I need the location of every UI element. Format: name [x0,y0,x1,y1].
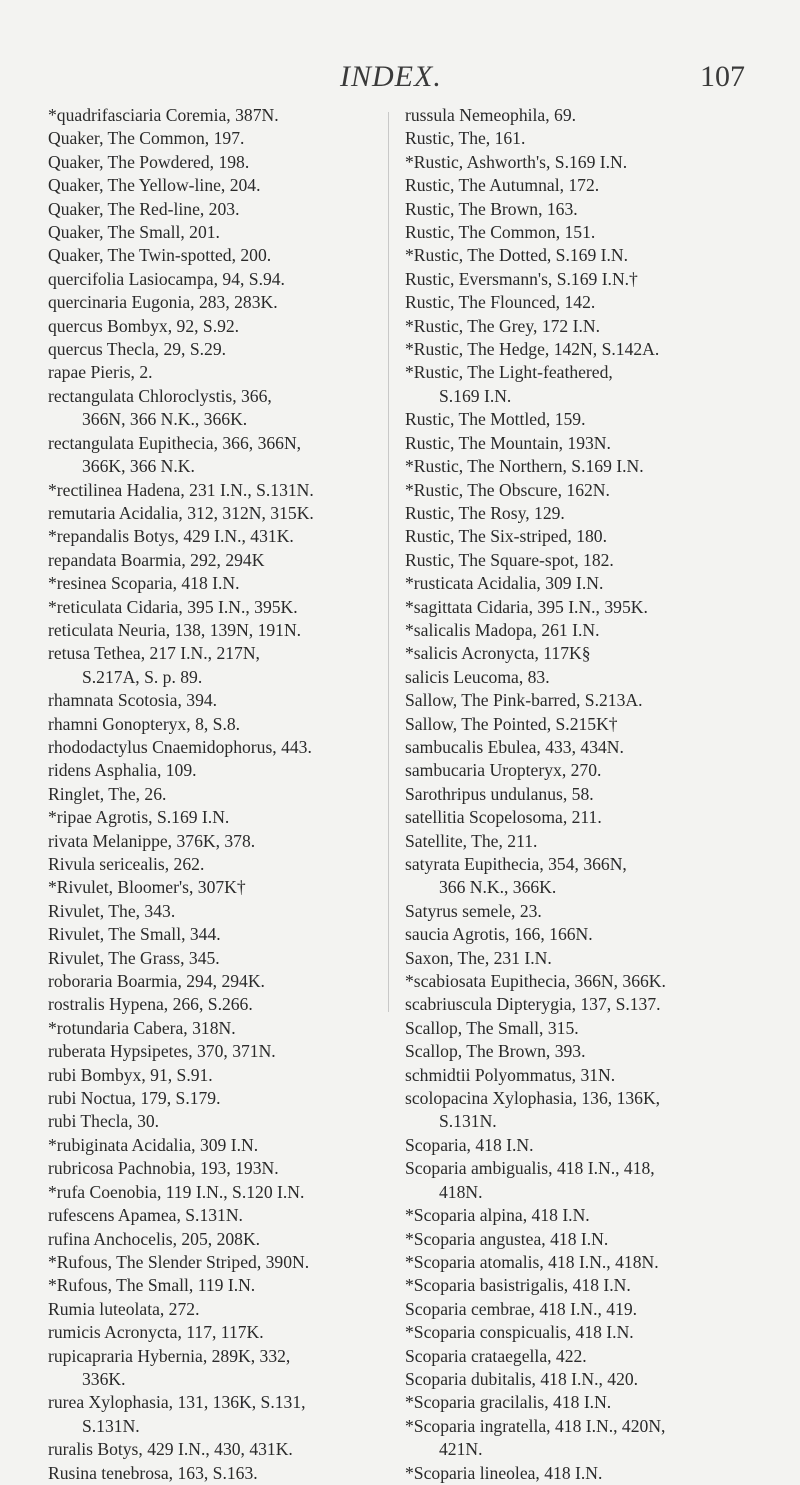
index-entry-continuation: 366N, 366 N.K., 366K. [82,409,248,430]
index-entry: *Rustic, The Dotted, S.169 I.N. [405,245,629,266]
index-entry: *salicalis Madopa, 261 I.N. [405,619,600,640]
index-entry-continuation: S.169 I.N. [439,385,512,406]
index-entry: rhamnata Scotosia, 394. [48,690,218,711]
index-entry: Rustic, The, 161. [405,128,526,149]
column-divider [388,112,389,1012]
index-entry: Satyrus semele, 23. [405,900,542,921]
index-entry: sambucaria Uropteryx, 270. [405,760,602,781]
index-entry: Sarothripus undulanus, 58. [405,783,594,804]
index-entry-continuation: 418N. [439,1181,483,1202]
index-entry: Quaker, The Yellow-line, 204. [48,175,261,196]
index-entry: satyrata Eupithecia, 354, 366N, [405,854,627,874]
index-entry: Rusina tenebrosa, 163, S.163. [48,1462,258,1483]
index-entry: Rivulet, The Grass, 345. [48,947,220,968]
index-entry: *Rustic, The Northern, S.169 I.N. [405,456,644,477]
index-entry: *Rustic, The Grey, 172 I.N. [405,315,600,336]
index-entry: rectangulata Eupithecia, 366, 366N, [48,432,302,453]
page-title: INDEX. [340,60,442,93]
index-entry: quercus Thecla, 29, S.29. [48,339,227,360]
index-entry: rapae Pieris, 2. [48,362,153,383]
index-entry: retusa Tethea, 217 I.N., 217N, [48,643,260,664]
index-entry: Rivulet, The Small, 344. [48,924,221,945]
index-entry: schmidtii Polyommatus, 31N. [405,1064,616,1085]
index-entry: Rustic, The Mottled, 159. [405,409,586,430]
page-number: 107 [700,60,745,93]
index-entry: quercifolia Lasiocampa, 94, S.94. [48,268,285,289]
index-entry: *Rufous, The Small, 119 I.N. [48,1275,256,1296]
index-entry: Quaker, The Small, 201. [48,222,220,243]
index-entry: *Rustic, The Hedge, 142N, S.142A. [405,339,660,360]
index-entry: *rotundaria Cabera, 318N. [48,1017,236,1038]
index-entry: russula Nemeophila, 69. [405,105,577,125]
index-entry: quercinaria Eugonia, 283, 283K. [48,292,278,313]
index-entry-continuation: 366K, 366 N.K. [82,456,195,477]
index-entry: Quaker, The Common, 197. [48,128,245,149]
index-entry: rufescens Apamea, S.131N. [48,1205,243,1226]
index-entry: saucia Agrotis, 166, 166N. [405,924,593,945]
index-entry: Rustic, The Brown, 163. [405,198,578,219]
index-entry: ruralis Botys, 429 I.N., 430, 431K. [48,1439,293,1460]
index-entry: rubi Noctua, 179, S.179. [48,1088,221,1109]
index-entry: Quaker, The Powdered, 198. [48,151,250,172]
index-entry: Quaker, The Red-line, 203. [48,198,240,219]
index-entry: Scoparia cembrae, 418 I.N., 419. [405,1298,638,1319]
index-entry-continuation: S.217A, S. p. 89. [82,666,203,687]
index-entry-continuation: S.131N. [439,1111,497,1132]
index-entry: *Scoparia gracilalis, 418 I.N. [405,1392,612,1413]
index-entry-continuation: 366 N.K., 366K. [439,877,557,898]
index-entry: rurea Xylophasia, 131, 136K, S.131, [48,1392,306,1413]
index-entry: rubi Bombyx, 91, S.91. [48,1064,213,1085]
index-entry: *sagittata Cidaria, 395 I.N., 395K. [405,596,648,617]
index-entry: Ringlet, The, 26. [48,783,167,804]
index-entry: *Rustic, Ashworth's, S.169 I.N. [405,151,628,172]
index-entry-continuation: S.131N. [82,1415,140,1436]
index-entry: *reticulata Cidaria, 395 I.N., 395K. [48,596,298,617]
index-entry: Sallow, The Pink-barred, S.213A. [405,690,643,711]
index-entry: Scallop, The Small, 315. [405,1017,579,1038]
index-entry: rumicis Acronycta, 117, 117K. [48,1322,264,1343]
index-entry: rhamni Gonopteryx, 8, S.8. [48,713,241,734]
index-entry: *Scoparia lineolea, 418 I.N. [405,1462,603,1483]
index-entry: *Scoparia conspicualis, 418 I.N. [405,1322,634,1343]
index-entry: Sallow, The Pointed, S.215K† [405,713,618,734]
index-entry: *Scoparia ingratella, 418 I.N., 420N, [405,1415,666,1436]
index-entry: *Rivulet, Bloomer's, 307K† [48,877,246,898]
index-entry: Scoparia ambigualis, 418 I.N., 418, [405,1158,655,1179]
index-entry: repandata Boarmia, 292, 294K [48,549,265,570]
index-entry: rhododactylus Cnaemidophorus, 443. [48,736,312,757]
index-entry: Saxon, The, 231 I.N. [405,947,552,968]
index-entry: quercus Bombyx, 92, S.92. [48,315,240,336]
index-entry: *quadrifasciaria Coremia, 387N. [48,105,279,125]
index-entry: *rufa Coenobia, 119 I.N., S.120 I.N. [48,1181,305,1202]
index-entry: *Rustic, The Obscure, 162N. [405,479,610,500]
index-entry: *Scoparia basistrigalis, 418 I.N. [405,1275,631,1296]
index-entry: Quaker, The Twin-spotted, 200. [48,245,272,266]
index-entry: Scoparia dubitalis, 418 I.N., 420. [405,1368,639,1389]
index-entry-continuation: 421N. [439,1439,483,1460]
index-entry: scabriuscula Dipterygia, 137, S.137. [405,994,661,1015]
index-entry: Rivula sericealis, 262. [48,854,205,874]
index-entry: *Scoparia atomalis, 418 I.N., 418N. [405,1251,659,1272]
index-entry: Rustic, The Rosy, 129. [405,502,565,523]
index-entry: Scoparia crataegella, 422. [405,1345,587,1366]
index-entry: *rusticata Acidalia, 309 I.N. [405,573,604,594]
index-entry: Satellite, The, 211. [405,830,538,851]
index-column-right [405,104,765,1485]
index-entry: sambucalis Ebulea, 433, 434N. [405,736,624,757]
index-entry: *Rustic, The Light-feathered, [405,362,613,383]
index-entry: scolopacina Xylophasia, 136, 136K, [405,1088,661,1109]
index-entry: reticulata Neuria, 138, 139N, 191N. [48,619,302,640]
index-entry: Scoparia, 418 I.N. [405,1134,534,1155]
index-entry: rostralis Hypena, 266, S.266. [48,994,253,1015]
index-entry: *repandalis Botys, 429 I.N., 431K. [48,526,294,547]
index-entry: *rectilinea Hadena, 231 I.N., S.131N. [48,479,314,500]
index-entry: rectangulata Chloroclystis, 366, [48,385,272,406]
index-entry: ridens Asphalia, 109. [48,760,197,781]
index-entry: Rumia luteolata, 272. [48,1298,200,1319]
index-column-left [48,104,378,1485]
index-entry: *Scoparia angustea, 418 I.N. [405,1228,609,1249]
index-entry: *rubiginata Acidalia, 309 I.N. [48,1134,259,1155]
index-entry: Rivulet, The, 343. [48,900,176,921]
index-entry: Rustic, The Common, 151. [405,222,596,243]
index-entry: *resinea Scoparia, 418 I.N. [48,573,240,594]
index-entry: Rustic, The Flounced, 142. [405,292,596,313]
index-entry: remutaria Acidalia, 312, 312N, 315K. [48,502,314,523]
index-entry: Rustic, The Square-spot, 182. [405,549,614,570]
index-entry: *Rufous, The Slender Striped, 390N. [48,1251,310,1272]
index-entry: *ripae Agrotis, S.169 I.N. [48,807,230,828]
index-entry: rubi Thecla, 30. [48,1111,160,1132]
index-entry: roboraria Boarmia, 294, 294K. [48,971,265,992]
index-entry: Rustic, The Six-striped, 180. [405,526,607,547]
index-entry: rupicapraria Hybernia, 289K, 332, [48,1345,291,1366]
index-entry: *scabiosata Eupithecia, 366N, 366K. [405,971,666,992]
index-entry: salicis Leucoma, 83. [405,666,550,687]
page-header [0,60,800,100]
index-entry: *salicis Acronycta, 117K§ [405,643,591,664]
index-entry: Rustic, Eversmann's, S.169 I.N.† [405,268,638,289]
index-entry: rufina Anchocelis, 205, 208K. [48,1228,261,1249]
index-entry: satellitia Scopelosoma, 211. [405,807,602,828]
index-entry: Rustic, The Autumnal, 172. [405,175,600,196]
index-entry: *Scoparia alpina, 418 I.N. [405,1205,590,1226]
index-entry: rivata Melanippe, 376K, 378. [48,830,256,851]
index-entry: Rustic, The Mountain, 193N. [405,432,611,453]
index-entry: rubricosa Pachnobia, 193, 193N. [48,1158,279,1179]
index-entry-continuation: 336K. [82,1368,126,1389]
index-entry: ruberata Hypsipetes, 370, 371N. [48,1041,276,1062]
index-entry: Scallop, The Brown, 393. [405,1041,586,1062]
